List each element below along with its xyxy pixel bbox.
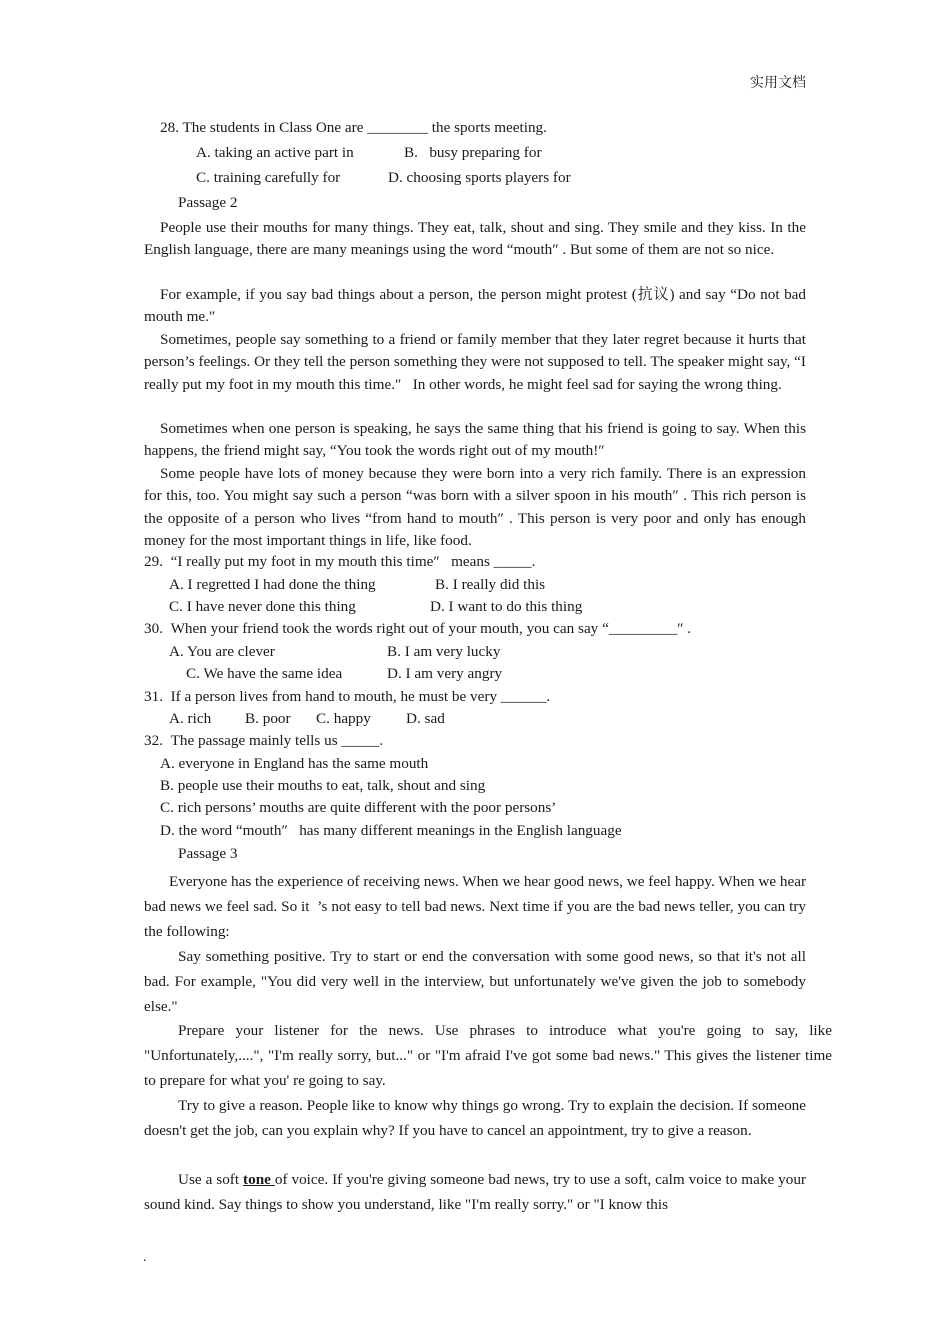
passage-3-paragraph-5-rest: of voice. If you're giving someone bad news, try to use a soft, calm voice to make your sound kind. Say things to show you understand, like "I'm really sorry." or "I know this [144,1171,806,1213]
question-32-option-a: A. everyone in England has the same mouth [160,755,429,772]
question-32-option-c: C. rich persons’ mouths are quite different with the poor persons’ [160,799,557,816]
page-header-label: 实用文档 [750,76,806,91]
question-32-option-b: B. people use their mouths to eat, talk, shout and sing [160,777,486,794]
question-31-stem: 31. If a person lives from hand to mouth, he must be very ______. [144,688,551,705]
question-30-option-d: D. I am very angry [387,665,503,682]
passage-3-paragraph-5 [144,1167,806,1217]
question-28-option-a: A. taking an active part in [196,144,354,161]
question-30-option-a: A. You are clever [169,643,275,660]
question-29-stem: 29. “I really put my foot in my mouth this time″ means _____. [144,553,536,570]
question-28-option-b: B. busy preparing for [404,144,542,161]
underlined-word-tone: tone [243,1171,275,1188]
question-31-option-d: D. sad [406,710,445,727]
passage-3-paragraph-1: Everyone has the experience of receiving news. When we hear good news, we feel happy. When we hear bad news we feel sad. So it ’s not easy to tell bad news. Next time if you are the bad news teller, you can try the following: [144,873,806,940]
question-29-option-a: A. I regretted I had done the thing [169,576,376,593]
passage-2-paragraph-4: Sometimes when one person is speaking, he says the same thing that his friend is going to say. When this happens, the friend might say, “You took the words right out of my mouth!″ [144,420,806,460]
passage-3-paragraph-3: Prepare your listener for the news. Use phrases to introduce what you're going to say, like "Unfortunately,....", "I'm really sorry, but..." or "I'm afraid I've got some bad news." This gives the listener time to prepare for what you' re going to say. [144,1022,832,1089]
passage-2-title: Passage 2 [178,194,238,211]
question-28-stem: 28. The students in Class One are ________ the sports meeting. [160,119,547,136]
passage-3-title: Passage 3 [178,845,238,862]
passage-3-paragraph-4: Try to give a reason. People like to know why things go wrong. Try to explain the decision. If someone doesn't get the job, can you explain why? If you have to cancel an appointment, try to give a reason. [144,1097,806,1139]
passage-3-paragraph-5-lead: Use a soft [178,1171,244,1188]
question-30-option-b: B. I am very lucky [387,643,501,660]
question-32-stem: 32. The passage mainly tells us _____. [144,732,384,749]
question-31-option-b: B. poor [245,710,291,727]
passage-2-paragraph-5: Some people have lots of money because they were born into a very rich family. There is an expression for this, too. You might say such a person “was born with a silver spoon in his mouth″ . This rich person is the opposite of a person who lives “from hand to mouth″ . This person is very poor and only has enough money for the most important things in life, like food. [144,465,806,549]
question-30-stem: 30. When your friend took the words right out of your mouth, you can say “_________″ . [144,620,692,637]
passage-2-paragraph-2: For example, if you say bad things about a person, the person might protest (抗议) and say “Do not bad mouth me.″ [144,286,806,326]
question-31-option-c: C. happy [316,710,371,727]
question-32-option-d: D. the word “mouth″ has many different meanings in the English language [160,822,622,839]
passage-2-paragraph-1: People use their mouths for many things. They eat, talk, shout and sing. They smile and they kiss. In the English language, there are many meanings using the word “mouth″ . But some of them are not so nice. [144,219,806,259]
question-31-option-a: A. rich [169,710,212,727]
question-28-option-d: D. choosing sports players for [388,169,571,186]
page-footer-mark: . [143,1250,147,1265]
question-30-option-c: C. We have the same idea [186,665,343,682]
passage-3-paragraph-2: Say something positive. Try to start or end the conversation with some good news, so that it's not all bad. For example, "You did very well in the interview, but unfortunately we've given the job to somebody else." [144,948,806,1015]
question-29-option-c: C. I have never done this thing [169,598,356,615]
question-29-option-d: D. I want to do this thing [430,598,583,615]
question-29-option-b: B. I really did this [435,576,546,593]
passage-2-paragraph-3: Sometimes, people say something to a friend or family member that they later regret because it hurts that person’s feelings. Or they tell the person something they were not supposed to tell. The speaker might say, “I really put my foot in my mouth this time.″ In other words, he might feel sad for saying the wrong thing. [144,331,806,393]
question-28-option-c: C. training carefully for [196,169,341,186]
